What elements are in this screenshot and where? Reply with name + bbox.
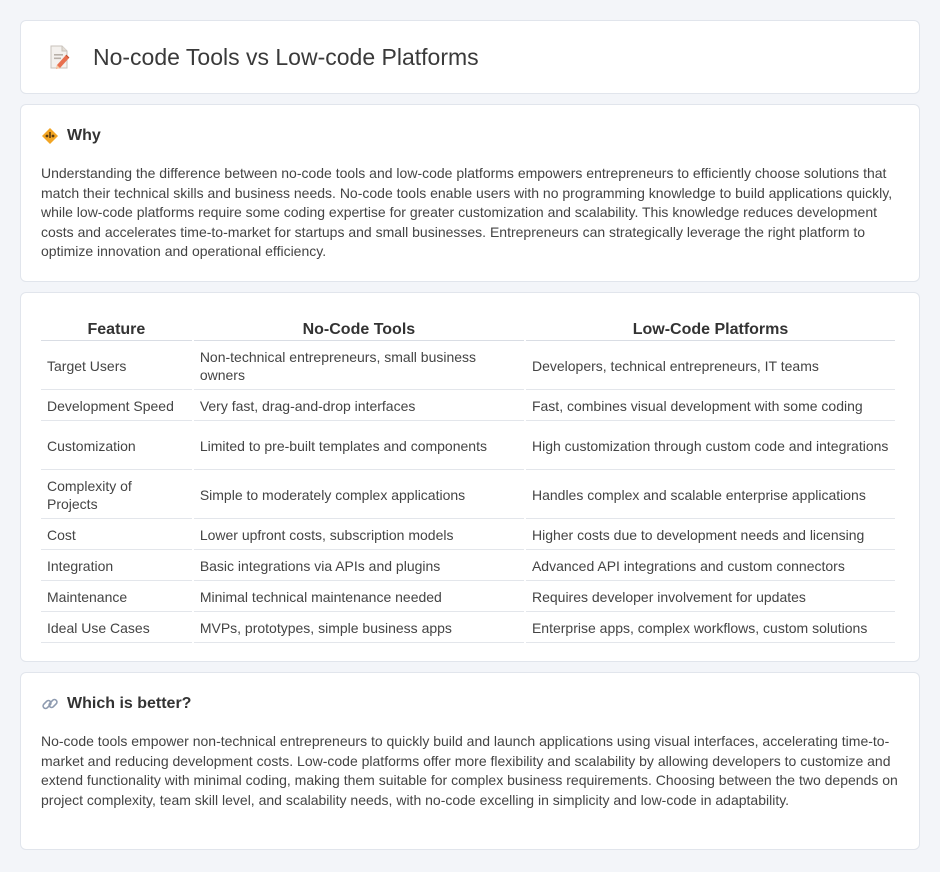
feature-cell: Complexity of Projects — [41, 472, 192, 519]
feature-cell: Cost — [41, 521, 192, 550]
no-code-cell: Non-technical entrepreneurs, small business owners — [194, 343, 524, 390]
header-no-code: No-Code Tools — [194, 315, 524, 341]
no-code-cell: Very fast, drag-and-drop interfaces — [194, 392, 524, 421]
why-title: Why — [67, 127, 101, 144]
feature-cell: Target Users — [41, 343, 192, 390]
no-code-cell: Minimal technical maintenance needed — [194, 583, 524, 612]
feature-cell: Integration — [41, 552, 192, 581]
no-code-cell: Limited to pre-built templates and components — [194, 423, 524, 470]
header-low-code: Low-Code Platforms — [526, 315, 895, 341]
table-header-row — [41, 315, 895, 341]
warning-diamond-icon — [41, 127, 59, 145]
which-is-better-body: No-code tools empower non-technical entrepreneurs to quickly build and launch applications using visual interfaces, accelerating time-to-market and reducing development costs. Low-code platforms offer more flexibility and scalability by allowing developers to customize and extend functionality with minimal coding, making them suitable for complex business requirements. Choosing between the two depends on project complexity, team skill level, and scalability needs, with no-code excelling in simplicity and low-code in adaptability. — [41, 733, 898, 808]
why-heading — [41, 127, 899, 145]
comparison-table-card — [20, 292, 920, 662]
comparison-table — [39, 313, 897, 645]
table-row — [41, 583, 895, 612]
feature-cell: Customization — [41, 423, 192, 470]
table-row — [41, 552, 895, 581]
low-code-cell: Higher costs due to development needs and licensing — [526, 521, 895, 550]
document-pencil-icon — [45, 43, 73, 71]
table-row — [41, 423, 895, 470]
table-row — [41, 343, 895, 390]
no-code-cell: Basic integrations via APIs and plugins — [194, 552, 524, 581]
which-is-better-title: Which is better? — [67, 695, 192, 712]
no-code-cell: MVPs, prototypes, simple business apps — [194, 614, 524, 643]
table-row — [41, 392, 895, 421]
low-code-cell: Developers, technical entrepreneurs, IT teams — [526, 343, 895, 390]
feature-cell: Ideal Use Cases — [41, 614, 192, 643]
no-code-cell: Simple to moderately complex applications — [194, 472, 524, 519]
why-section — [20, 104, 920, 282]
title-card — [20, 20, 920, 94]
header-feature: Feature — [41, 315, 192, 341]
low-code-cell: High customization through custom code and integrations — [526, 423, 895, 470]
low-code-cell: Fast, combines visual development with some coding — [526, 392, 895, 421]
which-is-better-section — [20, 672, 920, 850]
table-row — [41, 521, 895, 550]
table-row — [41, 472, 895, 519]
low-code-cell: Advanced API integrations and custom connectors — [526, 552, 895, 581]
which-is-better-heading — [41, 695, 899, 713]
feature-cell: Maintenance — [41, 583, 192, 612]
low-code-cell: Handles complex and scalable enterprise applications — [526, 472, 895, 519]
link-icon — [41, 695, 59, 713]
low-code-cell: Enterprise apps, complex workflows, custom solutions — [526, 614, 895, 643]
page-title: No-code Tools vs Low-code Platforms — [93, 43, 479, 70]
low-code-cell: Requires developer involvement for updates — [526, 583, 895, 612]
why-body: Understanding the difference between no-code tools and low-code platforms empowers entrepreneurs to efficiently choose solutions that match their technical skills and business needs. No-code tools enable users with no programming knowledge to build applications quickly, while low-code platforms require some coding expertise for greater customization and scalability. This knowledge reduces development costs and accelerates time-to-market for startups and small businesses. Entrepreneurs can strategically leverage the right platform to optimize innovation and operational efficiency. — [41, 165, 893, 260]
feature-cell: Development Speed — [41, 392, 192, 421]
no-code-cell: Lower upfront costs, subscription models — [194, 521, 524, 550]
table-row — [41, 614, 895, 643]
